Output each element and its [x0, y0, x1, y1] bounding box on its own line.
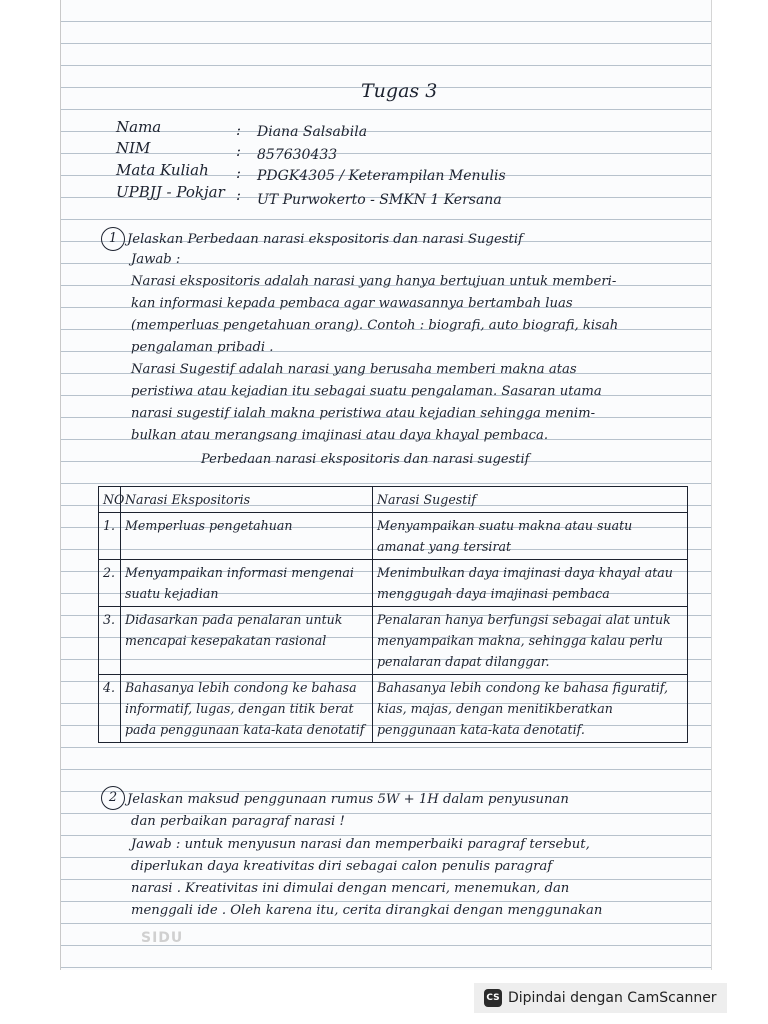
identity-colon: :: [236, 121, 242, 139]
answer-1-line: bulkan atau merangsang imajinasi atau daya khayal pembaca.: [131, 428, 549, 443]
table-cell-no: 1.: [99, 513, 121, 560]
answer-2-line: narasi . Kreativitas ini dimulai dengan mencari, menemukan, dan: [131, 881, 570, 896]
answer-2-line: diperlukan daya kreativitas diri sebagai calon penulis paragraf: [131, 859, 553, 874]
answer-1-line: Narasi ekspositoris adalah narasi yang hanya bertujuan untuk memberi-: [131, 274, 617, 289]
table-row: [99, 513, 688, 560]
table-caption: Perbedaan narasi ekspositoris dan narasi sugestif: [201, 452, 530, 467]
answer-1-line: Narasi Sugestif adalah narasi yang berusaha memberi makna atas: [131, 362, 577, 377]
notebook-brand-mark: SIDU: [141, 930, 184, 946]
page-title: Tugas 3: [361, 80, 438, 102]
table-row: [99, 675, 688, 743]
table-cell-no: 4.: [99, 675, 121, 743]
answer-2-line: Jawab : untuk menyusun narasi dan memperbaiki paragraf tersebut,: [131, 837, 590, 852]
comparison-table: [98, 486, 688, 743]
table-cell-sugestif: Penalaran hanya berfungsi sebagai alat untuk menyampaikan makna, sehingga kalau perlu penalaran dapat dilanggar.: [373, 607, 688, 675]
answer-1-line: peristiwa atau kejadian itu sebagai suatu pengalaman. Sasaran utama: [131, 384, 602, 399]
question-1-text: Jelaskan Perbedaan narasi ekspositoris dan narasi Sugestif: [127, 232, 523, 247]
identity-value-mata-kuliah: PDGK4305 / Keterampilan Menulis: [257, 168, 506, 184]
identity-colon: :: [236, 142, 242, 160]
answer-2-line: menggali ide . Oleh karena itu, cerita dirangkai dengan menggunakan: [131, 903, 603, 918]
answer-1-line: pengalaman pribadi .: [131, 340, 274, 355]
table-cell-ekspositoris: Didasarkan pada penalaran untuk mencapai kesepakatan rasional: [121, 607, 373, 675]
identity-value-nama: Diana Salsabila: [257, 124, 368, 140]
table-cell-ekspositoris: Bahasanya lebih condong ke bahasa informatif, lugas, dengan titik berat pada penggunaan kata-kata denotatif: [121, 675, 373, 743]
table-cell-sugestif: Menimbulkan daya imajinasi daya khayal atau menggugah daya imajinasi pembaca: [373, 560, 688, 607]
notebook-page: [60, 0, 712, 970]
identity-colon: :: [236, 164, 242, 182]
answer-1-label: Jawab :: [131, 252, 181, 267]
question-2-text-cont: dan perbaikan paragraf narasi !: [131, 814, 345, 829]
table-cell-ekspositoris: Memperluas pengetahuan: [121, 513, 373, 560]
table-cell-no: 3.: [99, 607, 121, 675]
identity-value-upbjj: UT Purwokerto - SMKN 1 Kersana: [257, 192, 502, 208]
question-1-number: 1: [101, 227, 125, 251]
table-header-sugestif: Narasi Sugestif: [373, 487, 688, 513]
identity-colon: :: [236, 186, 242, 204]
question-2-number: 2: [101, 786, 125, 810]
table-cell-sugestif: Bahasanya lebih condong ke bahasa figuratif, kias, majas, dengan menitikberatkan penggunaan kata-kata denotatif.: [373, 675, 688, 743]
table-cell-sugestif: Menyampaikan suatu makna atau suatu amanat yang tersirat: [373, 513, 688, 560]
identity-label-nama: Nama: [116, 118, 162, 136]
camscanner-logo-icon: CS: [484, 989, 502, 1007]
table-header-ekspositoris: Narasi Ekspositoris: [121, 487, 373, 513]
identity-label-nim: NIM: [116, 139, 151, 157]
identity-label-upbjj: UPBJJ - Pokjar: [116, 183, 225, 201]
answer-1-line: narasi sugestif ialah makna peristiwa atau kejadian sehingga menim-: [131, 406, 596, 421]
table-cell-no: 2.: [99, 560, 121, 607]
table-header-no: NO: [99, 487, 121, 513]
table-cell-ekspositoris: Menyampaikan informasi mengenai suatu kejadian: [121, 560, 373, 607]
camscanner-watermark: [474, 983, 727, 1013]
answer-1-line: kan informasi kepada pembaca agar wawasannya bertambah luas: [131, 296, 573, 311]
answer-1-line: (memperluas pengetahuan orang). Contoh : biografi, auto biografi, kisah: [131, 318, 619, 333]
identity-label-mata-kuliah: Mata Kuliah: [116, 161, 209, 179]
table-header-row: [99, 487, 688, 513]
table-row: [99, 560, 688, 607]
question-2-text: Jelaskan maksud penggunaan rumus 5W + 1H dalam penyusunan: [127, 792, 569, 807]
identity-value-nim: 857630433: [257, 147, 338, 163]
camscanner-text: Dipindai dengan CamScanner: [508, 990, 717, 1006]
table-row: [99, 607, 688, 675]
